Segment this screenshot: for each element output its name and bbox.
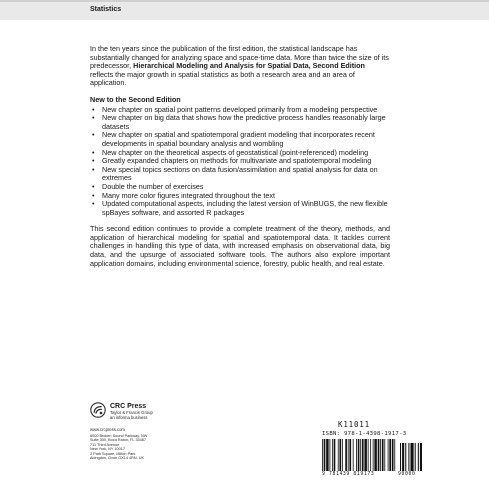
barcode-bar: [322, 439, 323, 471]
list-item: • Double the number of exercises: [102, 183, 390, 192]
series-label: Statistics: [90, 6, 122, 13]
barcode-bar: [338, 439, 339, 471]
list-item: • Many more color figures integrated throughout the text: [102, 192, 390, 201]
intro-text-after: reflects the major growth in spatial statistics as both a research area and an area of application.: [90, 69, 355, 88]
address-line: New York, NY 10017: [90, 447, 125, 452]
barcode-bar: [360, 439, 361, 471]
barcode-bar: [349, 439, 351, 471]
isbn-number: ISBN: 978-1-4398-1917-3: [322, 431, 407, 437]
publisher-block: [90, 402, 210, 482]
barcode-bar: [370, 439, 371, 471]
barcode-bar: [353, 439, 354, 471]
address-line: 2 Park Square, Milton Park: [90, 451, 136, 456]
barcode-bar: [388, 439, 389, 471]
barcode-bar: [394, 439, 395, 471]
address-line: Abingdon, Oxon OX14 4RN, UK: [90, 456, 145, 461]
book-title: Hierarchical Modeling and Analysis for Spatial Data, Second Edition: [133, 61, 365, 71]
barcode-bar: [342, 439, 343, 471]
barcode-bar: [378, 439, 380, 471]
barcode-bar: [380, 439, 381, 471]
crc-press-logo-icon: [90, 402, 106, 418]
barcode-bar: [364, 439, 366, 471]
publisher-tagline: [110, 411, 153, 421]
address-line: 6000 Broken Sound Parkway, NW: [90, 434, 148, 438]
intro-text-before: In the ten years since the publication of the first edition, the statistical landscape has substantially changed for analyzing space and space-time data. More than twice the size of its predecessor,: [90, 44, 389, 71]
barcode-bar: [326, 439, 328, 471]
list-item: • Updated computational aspects, including the latest version of WinBUGS, the new flexible spBayes software, and assorted R packages: [102, 200, 390, 217]
barcode-addon-bar: [415, 443, 416, 471]
address-line: 711 Third Avenue: [90, 442, 120, 447]
publisher-tagline-1: Taylor & Francis Group: [110, 410, 153, 415]
series-header-bar: [0, 0, 489, 20]
barcode-bar: [384, 439, 385, 471]
barcode-box: [318, 430, 428, 478]
barcode-bar: [348, 439, 349, 471]
barcode-addon-digits: 90000: [398, 472, 416, 477]
barcode-bar: [362, 439, 364, 471]
new-edition-heading: New to the Second Edition: [90, 94, 181, 104]
new-edition-list: [90, 106, 390, 218]
barcode-bar: [334, 439, 336, 471]
list-item: • New chapter on big data that shows how the predictive process handles reasonably large datasets: [102, 114, 390, 131]
barcode-bar: [329, 439, 330, 471]
barcode-addon-bar: [405, 443, 406, 471]
list-item: • New chapter on spatial point patterns developed primarily from a modeling perspective: [102, 106, 390, 115]
list-item: • New chapter on the theoretical aspects of geostatistical (point-referenced) modeling: [102, 149, 390, 158]
barcode-bar: [368, 439, 369, 471]
publisher-address: [90, 434, 147, 460]
list-item: • New special topics sections on data fusion/assimilation and spatial analysis for data on extremes: [102, 166, 390, 183]
catalog-number: K11011: [338, 420, 370, 429]
barcode-addon-bar: [400, 443, 401, 471]
barcode-bar: [356, 439, 357, 471]
cover-description: [90, 45, 390, 268]
isbn-block: [318, 420, 428, 480]
barcode-addon-bar: [420, 443, 422, 471]
barcode-bar: [332, 439, 333, 471]
list-item: • New chapter on spatial and spatiotemporal gradient modeling that incorporates recent developments in spatial boundary analysis and wombling: [102, 131, 390, 148]
publisher-name: CRC Press: [110, 403, 147, 410]
barcode-bar: [374, 439, 376, 471]
publisher-url: www.crcpress.com: [90, 427, 125, 432]
barcode-graphic: [322, 439, 422, 471]
barcode-bar: [358, 439, 360, 471]
barcode-bar: [345, 439, 347, 471]
header-top-rule: [0, 0, 489, 2]
closing-paragraph: This second edition continues to provide a complete treatment of the theory, methods, and application of hierarchical modeling for spatial and spatiotemporal data. It tackles current challenges in handling this type of data, with increased emphasis on observational data, big data, and the upsurge of associated software tools. The authors also explore important application domains, including environmental science, forestry, public health, and real estate.: [90, 224, 390, 268]
barcode-addon-bar: [402, 443, 404, 471]
barcode-bar: [382, 439, 384, 471]
barcode-bar: [339, 439, 341, 471]
barcode-bar: [389, 439, 391, 471]
barcode-bar: [373, 439, 374, 471]
barcode-bar: [324, 439, 326, 471]
intro-paragraph: [90, 45, 390, 88]
list-item: • Greatly expanded chapters on methods for multivariate and spatiotemporal modeling: [102, 157, 390, 166]
address-line: Suite 300, Boca Raton, FL 33487: [90, 438, 147, 443]
barcode-addon-bar: [410, 443, 413, 471]
publisher-tagline-2: an informa business: [110, 414, 148, 420]
barcode-bar: [392, 439, 394, 471]
barcode-addon-bar: [408, 443, 409, 471]
barcode-digits: 9 781439 819173: [322, 472, 375, 477]
barcode-addon-bar: [418, 443, 419, 471]
